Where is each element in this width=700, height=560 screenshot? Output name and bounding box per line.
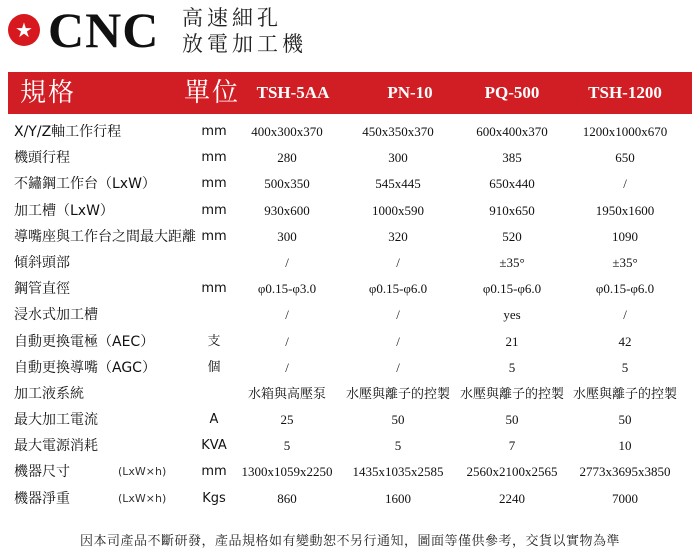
cell-value: 2773x3695x3850 [579, 464, 671, 480]
row-label: 加工槽（LxW） [14, 202, 114, 219]
cell-value: 21 [505, 333, 519, 349]
cell-value: 300 [277, 228, 297, 244]
cell-value: 水壓與離子的控製 [459, 385, 564, 401]
model-header-tsh-1200: TSH-1200 [588, 83, 662, 102]
brand-star-icon: ★ [8, 14, 40, 46]
cell-value: 860 [277, 490, 297, 506]
cell-value: / [285, 359, 289, 375]
cell-value: 650x440 [489, 176, 535, 192]
row-label: 不鏽鋼工作台（LxW） [14, 176, 156, 193]
model-header-pq-500: PQ-500 [484, 83, 540, 102]
cell-value: 1600 [385, 490, 411, 506]
row-unit: mm [201, 202, 227, 218]
cell-value: 5 [283, 438, 291, 454]
cell-value: 520 [502, 228, 522, 244]
spec-table-header [8, 72, 692, 114]
spec-table-body [0, 119, 700, 512]
cell-value: 5 [508, 359, 516, 375]
cell-value: φ0.15-φ6.0 [368, 281, 428, 297]
cell-value: 50 [391, 412, 405, 428]
cell-value: 5 [621, 359, 629, 375]
row-label: 機器尺寸 [14, 464, 70, 481]
cell-value: 1950x1600 [595, 202, 655, 218]
row-label: 最大電源消耗 [14, 438, 98, 455]
cell-value: φ0.15-φ3.0 [257, 281, 317, 297]
table-row [0, 145, 700, 171]
product-title-line1: 高速細孔 [182, 6, 282, 30]
cell-value: 水壓與離子的控製 [345, 385, 450, 401]
table-row [0, 250, 700, 276]
cell-value: yes [503, 307, 521, 323]
row-label: 自動更換電極（AEC） [14, 333, 155, 350]
cell-value: 1000x590 [372, 202, 424, 218]
table-row [0, 459, 700, 485]
cell-value: 650 [615, 150, 635, 166]
row-unit: KVA [201, 438, 227, 454]
cell-value: / [396, 254, 400, 270]
row-label: 機器淨重 [14, 490, 70, 507]
cell-value: / [285, 333, 289, 349]
cell-value: φ0.15-φ6.0 [595, 281, 655, 297]
cell-value: ±35° [612, 254, 638, 270]
cell-value: 1435x1035x2585 [352, 464, 444, 480]
row-label: 機頭行程 [14, 150, 70, 167]
cell-value: 600x400x370 [476, 124, 548, 139]
cell-value: 280 [277, 150, 297, 166]
cell-value: 7 [508, 438, 516, 454]
table-row [0, 302, 700, 328]
cell-value: 320 [388, 228, 408, 244]
model-header-pn-10: PN-10 [387, 83, 433, 102]
cell-value: 545x445 [375, 176, 421, 192]
cell-value: / [623, 176, 627, 192]
cell-value: 2240 [499, 490, 525, 506]
table-row [0, 486, 700, 512]
product-title-line2: 放電加工機 [182, 32, 307, 56]
cell-value: 水箱與高壓泵 [247, 385, 326, 401]
cell-value: 930x600 [264, 202, 310, 218]
row-unit: 支 [207, 333, 221, 349]
cell-value: / [623, 307, 627, 323]
cell-value: / [396, 359, 400, 375]
row-unit: mm [201, 176, 227, 192]
row-unit: mm [201, 124, 227, 139]
cell-value: 910x650 [489, 202, 535, 218]
cell-value: 450x350x370 [362, 124, 434, 139]
cell-value: 1090 [612, 228, 638, 244]
table-row [0, 119, 700, 145]
cell-value: 1200x1000x670 [582, 124, 668, 139]
brand-logo: CNC [48, 2, 160, 58]
cell-value: ±35° [499, 254, 525, 270]
row-unit: mm [201, 464, 227, 480]
table-row [0, 381, 700, 407]
cell-value: 2560x2100x2565 [466, 464, 558, 480]
row-unit: mm [201, 281, 227, 297]
row-unit: 個 [207, 359, 221, 375]
cell-value: / [396, 333, 400, 349]
table-row [0, 276, 700, 302]
row-unit: mm [201, 150, 227, 166]
cell-value: 25 [280, 412, 294, 428]
cell-value: / [396, 307, 400, 323]
row-label: X/Y/Z軸工作行程 [14, 124, 122, 140]
table-row [0, 407, 700, 433]
cell-value: 5 [394, 438, 402, 454]
cell-value: 400x300x370 [251, 124, 323, 139]
disclaimer-note: 因本司產品不斷研發，產品規格如有變動恕不另行通知，圖面等僅供參考，交貨以實物為準 [79, 534, 620, 549]
row-label: 最大加工電流 [14, 412, 98, 429]
cell-value: φ0.15-φ6.0 [482, 281, 542, 297]
unit-column-header: 單位 [184, 78, 241, 108]
row-dimension-note: (LxW×h) [118, 491, 167, 505]
row-unit: mm [201, 228, 227, 244]
cell-value: 1300x1059x2250 [241, 464, 333, 480]
table-row [0, 433, 700, 459]
table-row [0, 224, 700, 250]
table-row [0, 198, 700, 224]
spec-column-header: 規格 [20, 78, 77, 108]
row-label: 自動更換導嘴（AGC） [14, 359, 156, 376]
cell-value: 500x350 [264, 176, 310, 192]
row-label: 導嘴座與工作台之間最大距離 [14, 228, 196, 245]
cell-value: 385 [502, 150, 522, 166]
row-unit: A [209, 412, 219, 428]
row-label: 傾斜頭部 [14, 254, 70, 271]
cell-value: 50 [505, 412, 519, 428]
cell-value: 7000 [612, 490, 638, 506]
model-header-tsh-5aa: TSH-5AA [256, 83, 330, 102]
cell-value: 水壓與離子的控製 [572, 385, 677, 401]
table-row [0, 171, 700, 197]
row-label: 浸水式加工槽 [14, 307, 98, 324]
cell-value: 300 [388, 150, 408, 166]
cell-value: 10 [618, 438, 632, 454]
cell-value: / [285, 307, 289, 323]
cell-value: 50 [618, 412, 632, 428]
table-row [0, 329, 700, 355]
table-row [0, 355, 700, 381]
row-label: 加工液系統 [14, 385, 84, 402]
cell-value: 42 [618, 333, 632, 349]
row-unit: Kgs [202, 490, 226, 506]
cell-value: / [285, 254, 289, 270]
row-label: 鋼管直徑 [14, 281, 70, 298]
row-dimension-note: (LxW×h) [118, 465, 167, 479]
